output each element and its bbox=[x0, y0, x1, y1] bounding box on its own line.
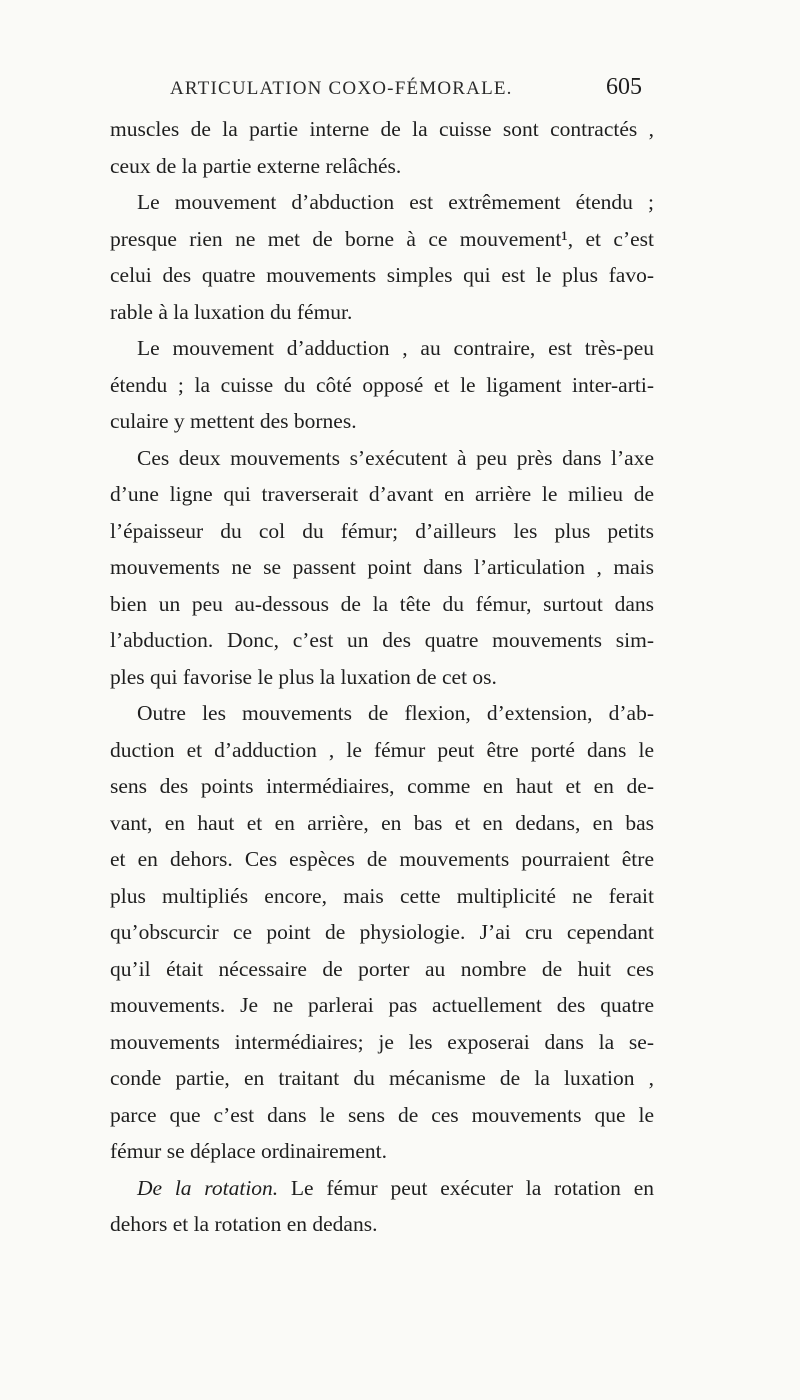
text-line: rable à la luxation du fémur. bbox=[110, 299, 353, 324]
text-line: vant, en haut et en arrière, en bas et en dedans, en bas bbox=[110, 810, 654, 835]
text-line: Le mouvement d’abduction est extrêmement étendu ; bbox=[137, 190, 654, 214]
text-line: Ces deux mouvements s’exécutent à peu près dans l’axe bbox=[137, 445, 654, 470]
text-line: ceux de la partie externe relâchés. bbox=[110, 153, 402, 178]
rotation-text: Le fémur peut exécuter la rotation en bbox=[278, 1175, 654, 1200]
text-line: mouvements intermédiaires; je les exposerai dans la se- bbox=[110, 1029, 654, 1054]
text-line: fémur se déplace ordinairement. bbox=[110, 1139, 387, 1163]
text-line: étendu ; la cuisse du côté opposé et le ligament inter-arti- bbox=[110, 372, 654, 397]
text-line: qu’obscurcir ce point de physiologie. J’ai cru cependant bbox=[110, 920, 654, 944]
text-line: muscles de la partie interne de la cuisse sont contractés , bbox=[110, 117, 654, 141]
text-line: mouvements ne se passent point dans l’articulation , mais bbox=[110, 555, 654, 579]
text-line: qu’il était nécessaire de porter au nombre de huit ces bbox=[110, 956, 654, 981]
rotation-heading: De la rotation. bbox=[137, 1175, 279, 1200]
text-line: l’abduction. Donc, c’est un des quatre mouvements sim- bbox=[110, 628, 654, 652]
text-line: parce que c’est dans le sens de ces mouvements que le bbox=[110, 1102, 654, 1127]
body-text bbox=[110, 111, 654, 1243]
text-line: sens des points intermédiaires, comme en haut et en de- bbox=[110, 774, 654, 798]
text-line: Le mouvement d’adduction , au contraire, est très-peu bbox=[137, 336, 654, 360]
text-line: dehors et la rotation en dedans. bbox=[110, 1212, 378, 1236]
text-line: ples qui favorise le plus la luxation de cet os. bbox=[110, 664, 497, 689]
text-line: culaire y mettent des bornes. bbox=[110, 409, 357, 433]
text-line: l’épaisseur du col du fémur; d’ailleurs les plus petits bbox=[110, 518, 654, 543]
text-line: plus multipliés encore, mais cette multiplicité ne ferait bbox=[110, 883, 654, 908]
text-line: conde partie, en traitant du mécanisme de la luxation , bbox=[110, 1066, 654, 1090]
running-header bbox=[170, 74, 642, 106]
text-line: Outre les mouvements de flexion, d’extension, d’ab- bbox=[137, 701, 654, 725]
text-line: duction et d’adduction , le fémur peut être porté dans le bbox=[110, 737, 654, 762]
text-line: d’une ligne qui traverserait d’avant en arrière le milieu de bbox=[110, 482, 654, 506]
text-line: presque rien ne met de borne à ce mouvement¹, et c’est bbox=[110, 226, 654, 251]
text-line: bien un peu au-dessous de la tête du fémur, surtout dans bbox=[110, 591, 654, 616]
text-line: celui des quatre mouvements simples qui est le plus favo- bbox=[110, 263, 654, 287]
text-line: mouvements. Je ne parlerai pas actuellement des quatre bbox=[110, 993, 654, 1017]
page-number: 605 bbox=[606, 74, 642, 100]
rotation-line bbox=[110, 1170, 654, 1207]
running-title: ARTICULATION COXO-FÉMORALE. bbox=[170, 78, 513, 99]
text-line: et en dehors. Ces espèces de mouvements pourraient être bbox=[110, 847, 654, 871]
